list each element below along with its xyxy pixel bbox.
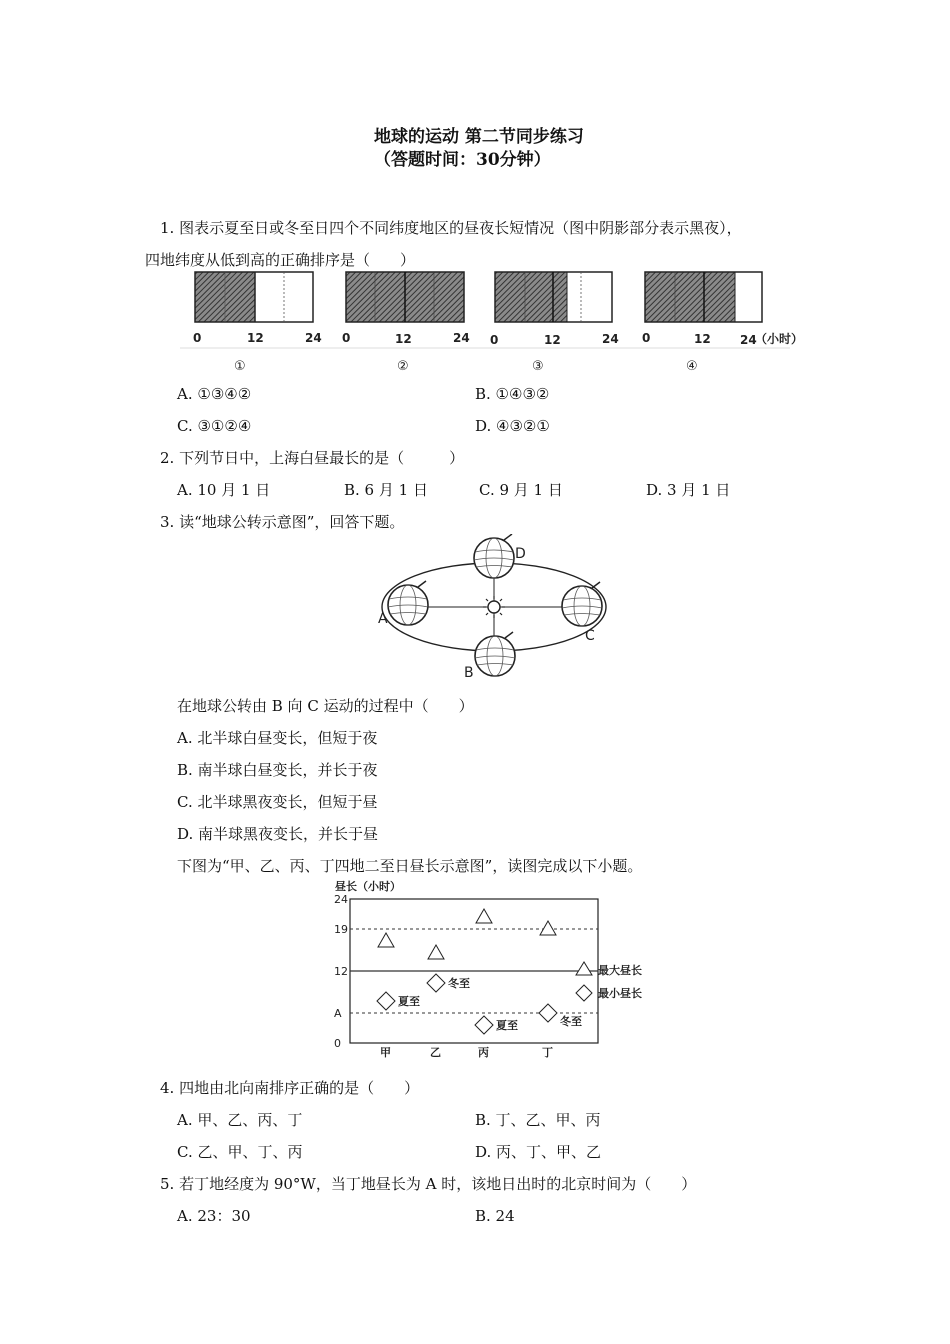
chart-y-tick: 24: [334, 893, 348, 906]
q1-tick-12-a: 12: [247, 331, 264, 345]
chart-ylabel: 昼长（小时）: [335, 880, 401, 893]
q1-tick-0-b: 0: [342, 331, 351, 345]
q1-box-3: [495, 272, 612, 322]
q3-option-c[interactable]: C. 北半球黑夜变长，但短于昼: [177, 793, 378, 811]
q5-option-b[interactable]: B. 24: [475, 1207, 515, 1225]
max-daylength-triangle: [378, 933, 394, 947]
q1-tick-24-d: 24: [740, 333, 757, 347]
min-daylength-diamond: [377, 992, 395, 1010]
q1-label-3: ③: [532, 359, 544, 374]
q2-option-d[interactable]: D. 3 月 1 日: [646, 481, 731, 499]
orbit-label-d: D: [515, 546, 526, 562]
chart-y-tick: A: [334, 1007, 342, 1020]
min-daylength-diamond: [427, 974, 445, 992]
chart-y-tick: 0: [334, 1037, 341, 1050]
legend-diamond-icon: [576, 985, 592, 1001]
point-annotation: 夏至: [398, 995, 420, 1008]
q1-unit-label: （小时）: [755, 332, 804, 346]
q2-option-c[interactable]: C. 9 月 1 日: [479, 481, 563, 499]
q1-tick-0-d: 0: [642, 331, 651, 345]
q1-daylight-figure: [180, 266, 820, 376]
chart-y-tick: 12: [334, 965, 348, 978]
q1-tick-24-b: 24: [453, 331, 470, 345]
page-subtitle: （答题时间：30分钟）: [374, 150, 551, 170]
q1-stem-line1: 1. 图表示夏至日或冬至日四个不同纬度地区的昼夜长短情况（图中阴影部分表示黑夜），: [160, 219, 742, 237]
page-title: 地球的运动 第二节同步练习: [374, 127, 584, 147]
q3-option-b[interactable]: B. 南半球白昼变长，并长于夜: [177, 761, 378, 779]
chart-category-label: 丁: [542, 1046, 553, 1059]
chart-category-label: 甲: [380, 1046, 391, 1059]
q1-option-c[interactable]: C. ③①②④: [177, 417, 252, 435]
q1-tick-12-d: 12: [694, 332, 711, 346]
q1-box-4: [645, 272, 762, 322]
q4-option-c[interactable]: C. 乙、甲、丁、丙: [177, 1143, 303, 1161]
chart-category-label: 丙: [478, 1046, 489, 1059]
q1-option-d[interactable]: D. ④③②①: [475, 417, 550, 435]
max-daylength-triangle: [540, 921, 556, 935]
q4-option-d[interactable]: D. 丙、丁、甲、乙: [475, 1143, 602, 1161]
q5-option-a[interactable]: A. 23：30: [177, 1207, 251, 1225]
q3-option-d[interactable]: D. 南半球黑夜变长，并长于昼: [177, 825, 379, 843]
q4-option-a[interactable]: A. 甲、乙、丙、丁: [177, 1111, 303, 1129]
q2-option-b[interactable]: B. 6 月 1 日: [344, 481, 428, 499]
q1-label-1: ①: [234, 359, 246, 374]
daylength-chart: [330, 876, 670, 1064]
q2-stem: 2. 下列节日中，上海白昼最长的是（ ）: [160, 449, 465, 467]
q1-box-1: [195, 272, 313, 322]
point-annotation: 冬至: [448, 977, 470, 990]
q3-stem: 3. 读“地球公转示意图”，回答下题。: [160, 513, 405, 531]
q3-option-a[interactable]: A. 北半球白昼变长，但短于夜: [177, 729, 378, 747]
q4-stem: 4. 四地由北向南排序正确的是（ ）: [160, 1079, 420, 1097]
orbit-diagram: [372, 534, 642, 684]
q1-option-a[interactable]: A. ①③④②: [177, 385, 252, 403]
point-annotation: 夏至: [496, 1019, 518, 1032]
legend-triangle-icon: [576, 962, 592, 975]
q1-tick-0-c: 0: [490, 333, 499, 347]
q3-sub-stem: 在地球公转由 B 向 C 运动的过程中（ ）: [177, 697, 474, 715]
min-daylength-diamond: [475, 1016, 493, 1034]
max-daylength-triangle: [428, 945, 444, 959]
chart-y-tick: 19: [334, 923, 348, 936]
legend-max-label: 最大昼长: [598, 964, 642, 977]
q5-stem: 5. 若丁地经度为 90°W，当丁地昼长为 A 时，该地日出时的北京时间为（ ）: [160, 1175, 697, 1193]
q1-tick-24-a: 24: [305, 331, 322, 345]
q1-tick-24-c: 24: [602, 332, 619, 346]
q1-box-2: [346, 272, 464, 322]
legend-min-label: 最小昼长: [598, 987, 642, 1000]
min-daylength-diamond: [539, 1004, 557, 1022]
q1-stem-line2: 四地纬度从低到高的正确排序是（ ）: [145, 251, 416, 269]
orbit-label-a: A: [378, 611, 388, 627]
point-annotation: 冬至: [560, 1015, 582, 1028]
q1-tick-12-c: 12: [544, 333, 561, 347]
q1-label-2: ②: [397, 359, 409, 374]
earth-icon-d: [474, 534, 514, 578]
orbit-label-b: B: [464, 665, 474, 681]
earth-icon-b: [475, 632, 515, 676]
q1-option-b[interactable]: B. ①④③②: [475, 385, 550, 403]
q2-option-a[interactable]: A. 10 月 1 日: [177, 481, 271, 499]
q45-intro: 下图为“甲、乙、丙、丁四地二至日昼长示意图”，读图完成以下小题。: [177, 857, 643, 875]
max-daylength-triangle: [476, 909, 492, 923]
chart-category-label: 乙: [430, 1046, 441, 1059]
orbit-label-c: C: [585, 628, 595, 644]
q1-tick-12-b: 12: [395, 332, 412, 346]
q1-tick-0-a: 0: [193, 331, 202, 345]
q1-label-4: ④: [686, 359, 698, 374]
q4-option-b[interactable]: B. 丁、乙、甲、丙: [475, 1111, 601, 1129]
